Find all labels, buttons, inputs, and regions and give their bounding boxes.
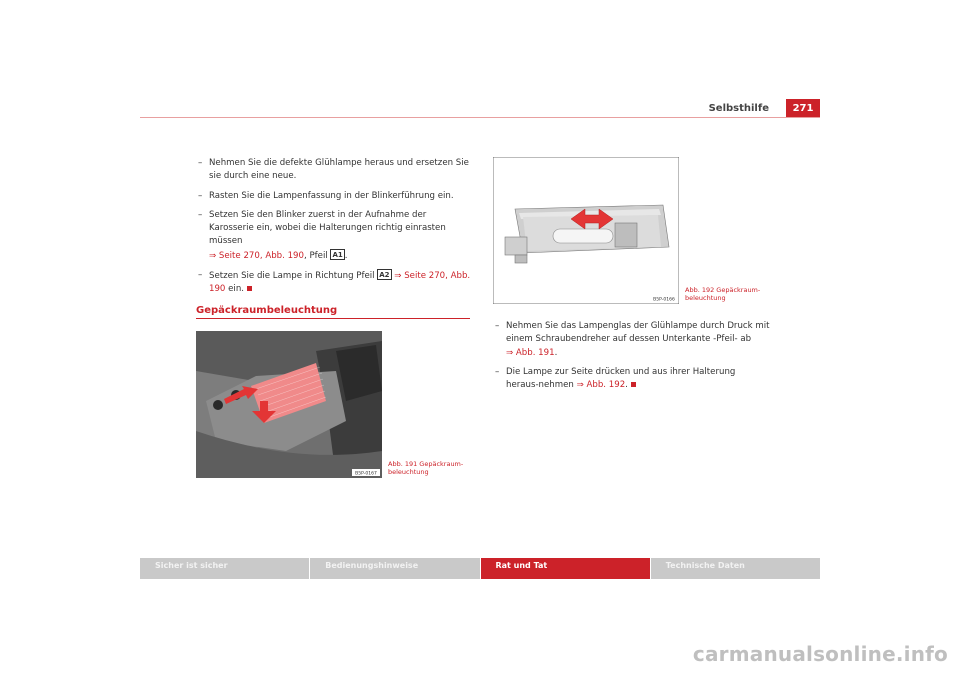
dash: – [495,321,500,331]
page-number-box [786,99,820,118]
caption-line: beleuchtung [388,468,429,476]
instruction-text: . [344,250,348,261]
footer-tab-bedienungshinweise[interactable]: Bedienungshinweise [310,558,479,579]
lamp-holder-illustration [493,157,679,304]
instruction-item [495,366,770,393]
footer-tab-technische-daten[interactable]: Technische Daten [651,558,820,579]
footer-nav [140,558,820,579]
instruction-text: Nehmen Sie das Lampenglas der Glühlampe durch Druck mit einem Schraubendreher auf dessen Unterkante -Pfeil- ab [506,321,770,345]
instruction-text: . [554,347,558,358]
instruction-item [198,190,473,203]
instruction-text: Rasten Sie die Lampenfassung in der Blinkerführung ein. [209,190,454,201]
instruction-text: , Pfeil [303,250,328,261]
figure-link[interactable]: ⇒ Abb. 192 [576,380,626,391]
end-of-section-marker [631,382,636,387]
footer-tab-rat-und-tat[interactable]: Rat und Tat [481,558,650,579]
callout-badge: A1 [332,250,343,259]
instruction-item [198,269,473,297]
caption-line: Abb. 192 Gepäckraum- [685,286,761,294]
instruction-item [198,157,473,184]
instruction-text: . [625,380,628,391]
page-header-title: Selbsthilfe [708,103,769,114]
page-number: 271 [792,103,814,114]
figure-code: B5P-0166 [653,297,675,303]
footer-tab-sicher-ist-sicher[interactable]: Sicher ist sicher [140,558,309,579]
watermark: carmanualsonline.info [692,642,948,666]
caption-line: beleuchtung [685,294,726,302]
instruction-item [198,209,473,263]
figure-192-caption [685,286,760,302]
instruction-text: ein. [228,284,244,295]
right-column [495,320,770,398]
dash: – [198,158,203,168]
instruction-text: Setzen Sie den Blinker zuerst in der Aufnahme der Karosserie ein, wobei die Halterungen richtig einrasten müssen [209,209,446,247]
section-heading: Gepäckraumbeleuchtung [196,305,470,319]
instruction-text: Setzen Sie die Lampe in Richtung Pfeil [209,271,375,282]
figure-191-caption [388,460,463,476]
instruction-text: Nehmen Sie die defekte Glühlampe heraus und ersetzen Sie sie durch eine neue. [209,158,469,182]
end-of-section-marker [247,286,252,291]
figure-link[interactable]: ⇒ Abb. 191 [506,347,555,358]
page-link[interactable]: ⇒ Seite 270, Abb. 190 [209,271,471,295]
page-link[interactable]: ⇒ Seite 270, Abb. 190 [209,250,304,261]
dash: – [198,209,203,220]
instruction-text: Die Lampe zur Seite drücken und aus ihrer Halterung heraus-nehmen [506,366,736,391]
figure-191-image [196,331,382,478]
header-rule [140,117,820,118]
left-column [198,157,473,303]
dash: – [198,270,203,281]
dash: – [495,366,500,377]
instruction-item [495,320,770,360]
trunk-light-illustration [196,331,382,478]
figure-code: B5P-0167 [355,471,377,477]
callout-badge: A2 [379,271,390,280]
figure-192-image [493,157,679,304]
dash: – [198,190,203,201]
caption-line: Abb. 191 Gepäckraum- [388,460,464,468]
